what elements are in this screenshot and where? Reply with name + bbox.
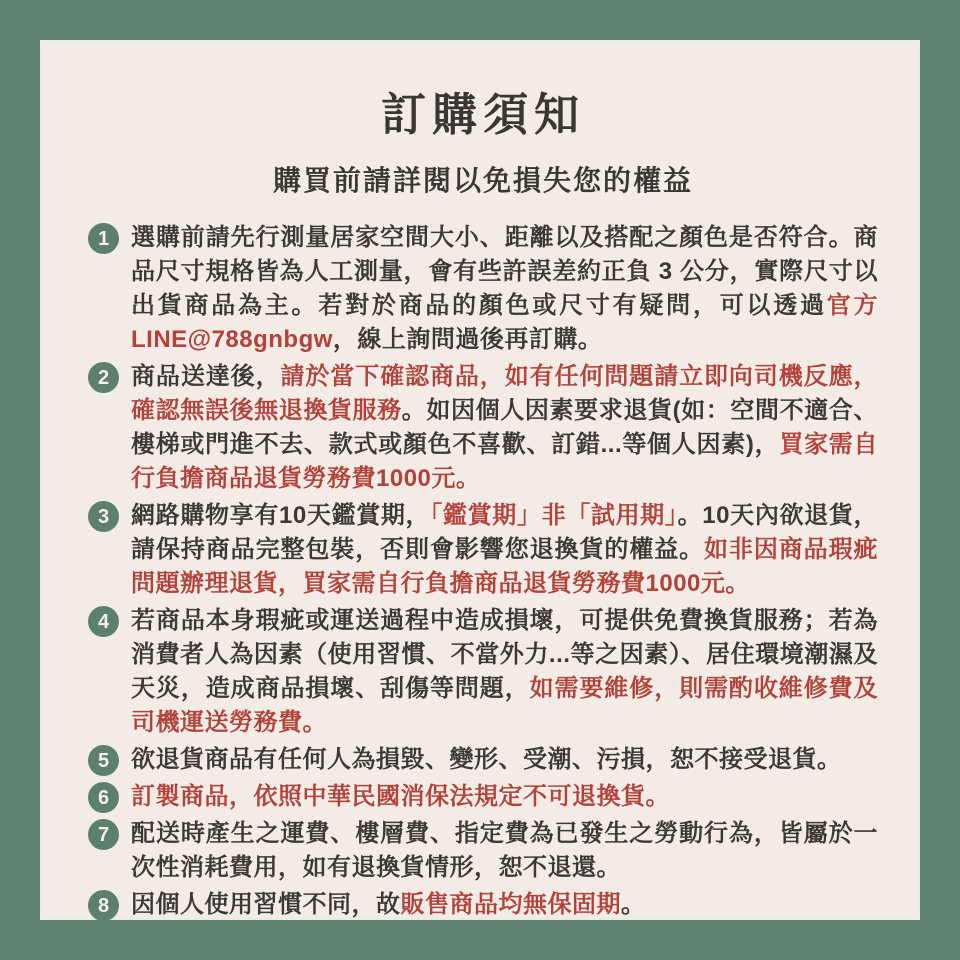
item-number-badge: 6 [88,782,119,813]
text-segment-dark: 配送時產生之運費、樓層費、指定費為已發生之勞動行為，皆屬於一次性消耗費用，如有退換貨情形，恕不退還。 [131,820,878,881]
list-item [88,888,878,922]
text-segment-dark: 。 [621,891,646,918]
text-segment-dark: 網路購物享有10天鑑賞期， [131,502,431,529]
list-item [88,817,878,885]
text-segment-dark: 。10天內欲退貨，請保持商品完整包裝，否則會影響您退換貨的權益。 [131,502,878,563]
notice-list [88,221,878,922]
text-segment-red: 訂製商品，依照中華民國消保法規定不可退換貨。 [131,783,670,810]
text-segment-dark: 選購前請先行測量居家空間大小、距離以及搭配之顏色是否符合。商品尺寸規格皆為人工測量，會有些許誤差約正負 3 公分，實際尺寸以出貨商品為主。若對於商品的顏色或尺寸有疑問，可以透過 [131,224,878,319]
item-number-badge: 2 [88,362,119,393]
list-item [88,780,878,814]
item-number-badge: 7 [88,819,119,850]
text-segment-red: 請於當下確認商品，如有任何問題請立即向司機反應，確認無誤後無退換貨服務 [131,363,878,424]
item-number-badge: 8 [88,890,119,921]
item-text [131,817,878,885]
text-segment-dark: 商品送達後， [131,363,281,390]
list-item [88,743,878,777]
text-segment-red: 如需要維修，則需酌收維修費及司機運送勞務費。 [131,675,879,736]
list-item [88,360,878,496]
text-segment-dark: 若商品本身瑕疵或運送過程中造成損壞，可提供免費換貨服務；若為消費者人為因素（使用習慣、不當外力...等之因素）、居住環境潮濕及天災，造成商品損壞、刮傷等問題， [131,607,878,702]
text-segment-red: 販售商品均無保固期 [400,891,621,918]
item-text [131,499,878,601]
item-number-badge: 1 [88,223,119,254]
text-segment-red: 買家需自行負擔商品退貨勞務費1000元。 [131,431,879,492]
item-number-badge: 5 [88,745,119,776]
text-segment-red: 如非因商品瑕疵問題辦理退貨，買家需自行負擔商品退貨勞務費1000元。 [131,536,878,597]
notice-card [40,40,920,920]
item-text [131,780,878,814]
page-subtitle: 購買前請詳閱以免損失您的權益 [272,165,693,196]
text-segment-dark: 因個人使用習慣不同，故 [131,891,401,918]
text-segment-dark: 欲退貨商品有任何人為損毀、變形、受潮、污損，恕不接受退貨。 [131,746,842,773]
item-text [131,221,878,357]
text-segment-red: 「鑑賞期」非「試用期」 [430,502,678,529]
text-segment-dark: ，線上詢問過後再訂購。 [332,326,603,353]
item-text [131,360,878,496]
text-segment-red: 官方LINE@788gnbgw [131,292,879,353]
list-item [88,499,878,601]
list-item [88,221,878,357]
item-number-badge: 4 [88,606,119,637]
text-segment-dark: 。如因個人因素要求退貨(如：空間不適合、樓梯或門進不去、款式或顏色不喜歡、訂錯...等個人因素)， [131,397,879,458]
list-item [88,604,878,740]
item-text [131,604,878,740]
item-text [131,888,878,922]
item-text [131,743,878,777]
item-number-badge: 3 [88,501,119,532]
page-title: 訂購須知 [380,89,585,140]
